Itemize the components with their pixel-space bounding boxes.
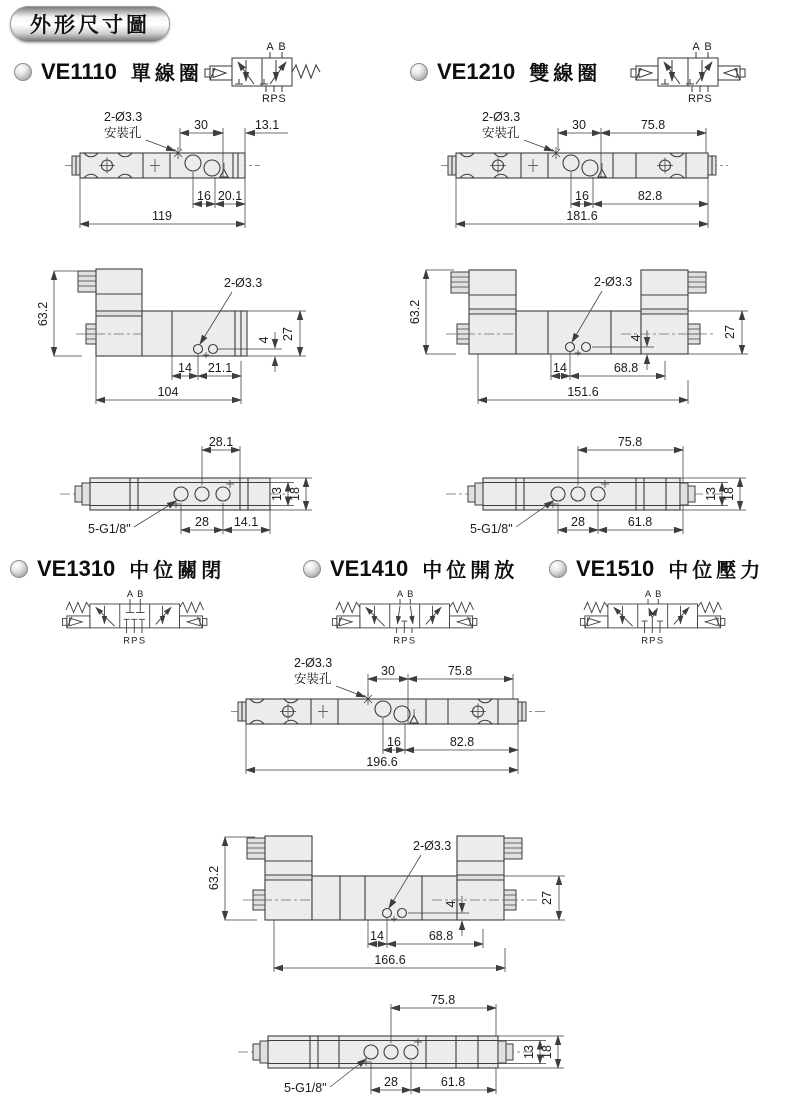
ve1x10-side-view-drawing <box>207 818 593 990</box>
model-code: VE1110 <box>41 58 117 84</box>
dim-label: 4 <box>629 334 643 342</box>
ve1210-bottom-view-drawing <box>428 426 790 550</box>
dim-label: 68.8 <box>428 929 454 943</box>
port-label-r: R <box>123 634 130 646</box>
mount-hole-note: 2-Ø3.3 <box>104 110 143 124</box>
valve-body <box>65 147 260 178</box>
port-label-b: B <box>407 588 414 600</box>
port-label-b: B <box>137 588 144 600</box>
model-code: VE1510 <box>576 555 655 581</box>
bullet-icon <box>303 560 321 578</box>
dim-label: 16 <box>575 189 589 203</box>
dim-label: 16 <box>387 735 401 749</box>
mount-hole-label: 安裝孔 <box>104 126 142 140</box>
valve-body <box>76 269 247 358</box>
dim-label: 75.8 <box>447 664 473 678</box>
dim-label: 14.1 <box>233 515 259 529</box>
dim-label: 104 <box>157 385 179 399</box>
model-code: VE1410 <box>330 555 409 581</box>
dim-label: 61.8 <box>440 1075 466 1089</box>
model-title-ve1310 <box>10 554 225 583</box>
dim-label: 14 <box>370 929 384 943</box>
port-label-s: S <box>408 634 416 646</box>
model-name: 中位開放 <box>422 560 519 582</box>
section-title: 外形尺寸圖 <box>30 14 150 37</box>
model-name: 中位壓力 <box>668 560 765 582</box>
valve-body <box>238 1036 536 1068</box>
port-label-p: P <box>270 93 278 105</box>
dim-label: 28.1 <box>208 435 234 449</box>
model-title-ve1210 <box>410 57 601 86</box>
port-label-p: P <box>649 634 656 646</box>
valve-symbol-linework <box>63 599 207 633</box>
dim-label: 119 <box>152 209 172 223</box>
ve1210-side-view-drawing <box>396 254 790 422</box>
model-title-ve1510 <box>549 554 764 583</box>
dim-label: 16 <box>197 189 211 203</box>
mount-hole-note: 2-Ø3.3 <box>594 275 633 289</box>
dim-label: 14 <box>553 361 567 375</box>
dim-label: 75.8 <box>617 435 643 449</box>
valve-symbol-linework <box>205 52 320 92</box>
model-code: VE1210 <box>437 58 516 84</box>
port-label-p: P <box>696 93 704 105</box>
dim-label: 18 <box>540 1045 554 1059</box>
ve1x10-bottom-view-drawing <box>226 982 574 1114</box>
ve1410-valve-symbol <box>330 590 482 647</box>
bullet-icon <box>14 63 32 81</box>
dim-label: 75.8 <box>430 993 456 1007</box>
port-label-s: S <box>656 634 664 646</box>
port-label-s: S <box>278 93 286 105</box>
mount-hole-note: 2-Ø3.3 <box>294 656 333 670</box>
dim-label: 18 <box>722 487 736 501</box>
dim-label: 27 <box>540 891 554 905</box>
dim-label: 196.6 <box>366 755 398 769</box>
bullet-icon <box>410 63 428 81</box>
dim-label: 28 <box>384 1075 398 1089</box>
valve-body <box>441 147 728 178</box>
dim-label: 4 <box>444 900 458 908</box>
dim-label: 63.2 <box>207 865 221 891</box>
dim-label: 13 <box>522 1045 536 1059</box>
valve-body <box>446 270 716 356</box>
mount-hole-label: 安裝孔 <box>482 126 520 140</box>
port-label-b: B <box>704 41 712 53</box>
port-label-s: S <box>704 93 712 105</box>
ve1210-valve-symbol <box>618 42 788 106</box>
ve1110-valve-symbol <box>202 42 324 106</box>
port-label-p: P <box>131 634 138 646</box>
model-title-ve1410 <box>303 554 518 583</box>
dim-label: 20.1 <box>217 189 243 203</box>
model-name: 中位關閉 <box>129 560 226 582</box>
port-label-a: A <box>644 588 652 600</box>
dim-label: 14 <box>178 361 192 375</box>
dim-label: 28 <box>571 515 585 529</box>
model-code: VE1310 <box>37 555 116 581</box>
port-label-r: R <box>262 93 270 105</box>
dim-label: 13 <box>704 487 718 501</box>
model-name: 單線圈 <box>130 63 203 85</box>
port-thread-note: 5-G1/8" <box>284 1081 327 1095</box>
port-label-b: B <box>278 41 286 53</box>
dim-label: 82.8 <box>449 735 475 749</box>
dim-label: 63.2 <box>408 299 422 325</box>
ve1110-bottom-view-drawing <box>30 426 332 550</box>
mount-hole-note: 2-Ø3.3 <box>482 110 521 124</box>
port-thread-note: 5-G1/8" <box>470 522 513 536</box>
model-title-ve1110 <box>14 57 203 86</box>
port-label-r: R <box>641 634 648 646</box>
port-label-r: R <box>393 634 400 646</box>
port-label-r: R <box>688 93 696 105</box>
dim-label: 21.1 <box>207 361 233 375</box>
dim-label: 68.8 <box>613 361 639 375</box>
bullet-icon <box>549 560 567 578</box>
dim-label: 181.6 <box>566 209 598 223</box>
dim-label: 28 <box>195 515 209 529</box>
dim-label: 27 <box>281 327 295 341</box>
port-label-a: A <box>692 41 700 53</box>
dim-label: 166.6 <box>374 953 406 967</box>
dim-label: 82.8 <box>637 189 663 203</box>
port-label-s: S <box>138 634 146 646</box>
port-label-b: B <box>655 588 662 600</box>
ve1210-top-view-drawing <box>438 106 788 248</box>
port-label-a: A <box>266 41 274 53</box>
ve1110-top-view-drawing <box>60 106 385 248</box>
dim-label: 18 <box>288 487 302 501</box>
dim-label: 30 <box>572 118 586 132</box>
port-label-a: A <box>396 588 404 600</box>
mount-hole-label: 安裝孔 <box>294 672 332 686</box>
dim-label: 75.8 <box>640 118 666 132</box>
mount-hole-note: 2-Ø3.3 <box>413 839 452 853</box>
dim-label: 151.6 <box>567 385 599 399</box>
dim-label: 30 <box>381 664 395 678</box>
port-thread-note: 5-G1/8" <box>88 522 131 536</box>
ve1x10-top-view-drawing <box>226 652 571 794</box>
valve-symbol-linework <box>333 599 477 633</box>
dim-label: 27 <box>723 325 737 339</box>
model-name: 雙線圈 <box>529 63 602 85</box>
ve1310-valve-symbol <box>60 590 212 647</box>
valve-body <box>243 836 537 922</box>
ve1510-valve-symbol <box>578 590 730 647</box>
dim-label: 63.2 <box>36 301 50 327</box>
mount-hole-note: 2-Ø3.3 <box>224 276 263 290</box>
valve-body <box>60 478 288 510</box>
dim-label: 30 <box>194 118 208 132</box>
bullet-icon <box>10 560 28 578</box>
valve-body <box>231 693 546 724</box>
dim-label: 13 <box>270 487 284 501</box>
dim-label: 4 <box>257 336 271 344</box>
dim-label: 61.8 <box>627 515 653 529</box>
port-label-p: P <box>401 634 408 646</box>
ve1110-side-view-drawing <box>30 254 320 422</box>
dim-label: 13.1 <box>254 118 280 132</box>
section-title-badge <box>10 6 170 42</box>
valve-symbol-linework <box>581 599 725 633</box>
port-label-a: A <box>126 588 134 600</box>
valve-symbol-linework <box>631 52 745 92</box>
